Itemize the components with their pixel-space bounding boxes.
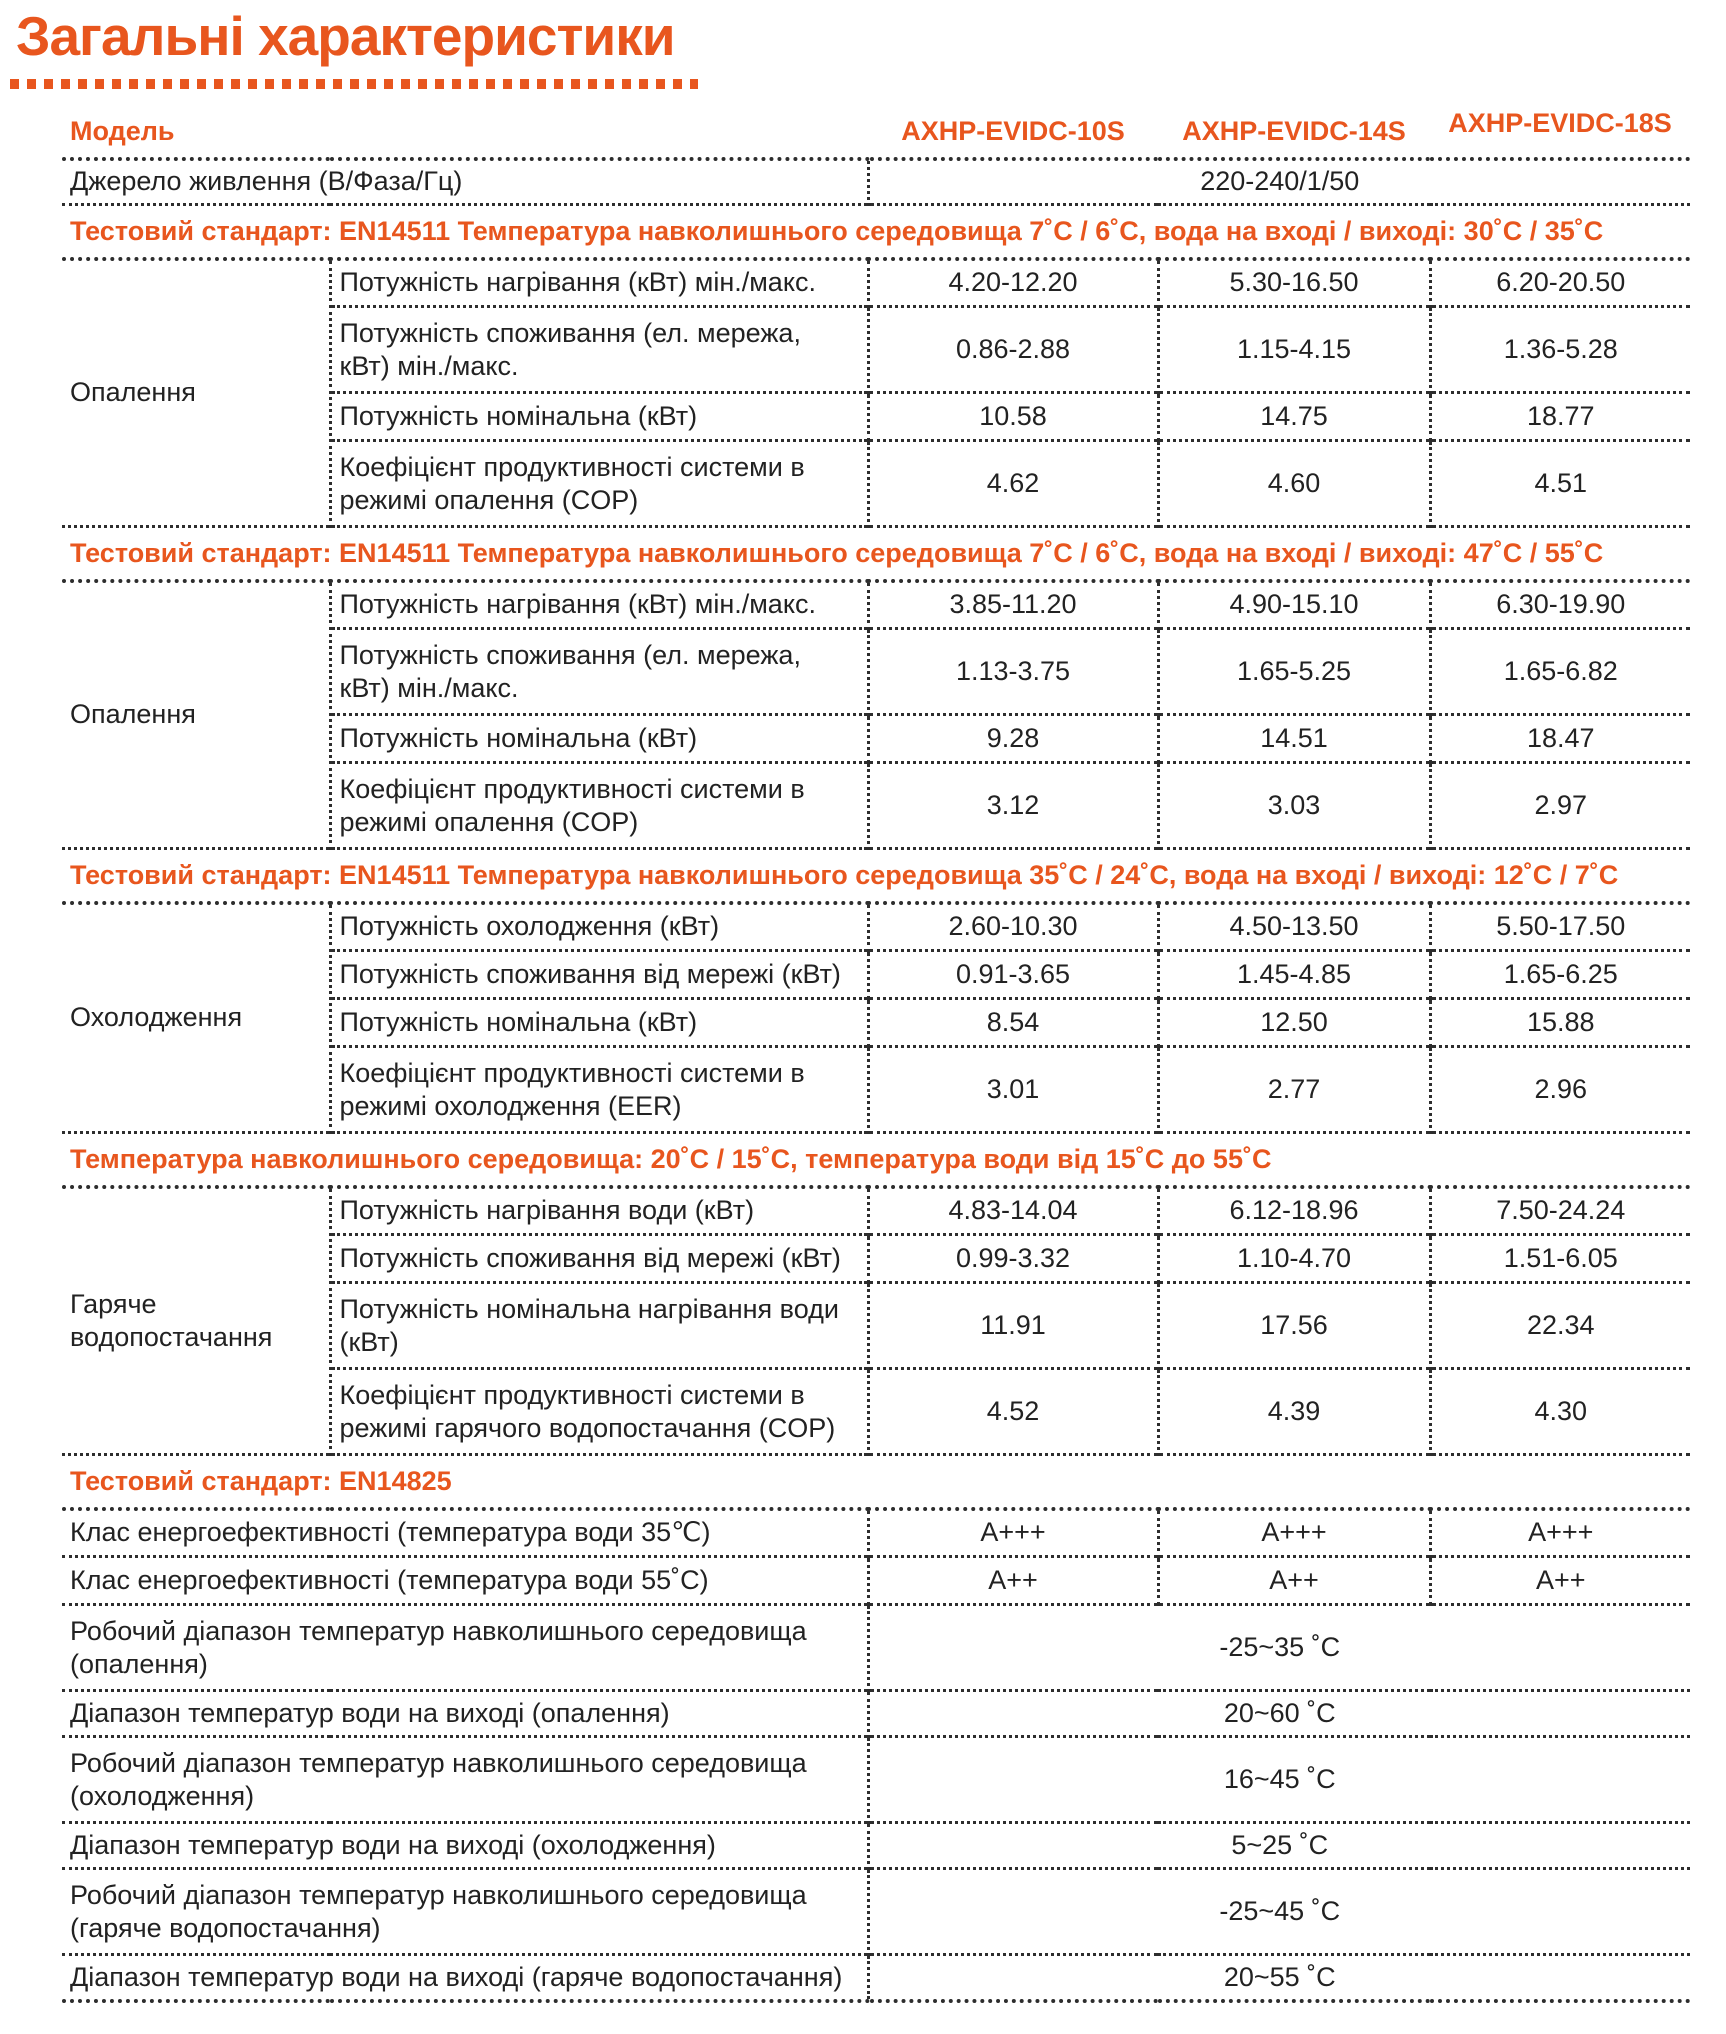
value-cell: 1.65-6.25 — [1430, 951, 1690, 999]
range-value: 20~60 ˚С — [868, 1691, 1690, 1737]
value-cell: 14.51 — [1158, 715, 1430, 763]
model-name-10s — [868, 107, 1158, 159]
category-cell: Опалення — [62, 259, 330, 527]
param-label: Коефіцієнт продуктивності системи в режимі опалення (COP) — [330, 441, 868, 527]
section-4-header: Температура навколишнього середовища: 20˚С / 15˚С, температура води від 15˚С до 55˚С — [62, 1133, 1690, 1187]
value-cell: 1.36-5.28 — [1430, 307, 1690, 393]
table-row — [62, 1187, 1690, 1235]
value-cell: 9.28 — [868, 715, 1158, 763]
energy-class-row — [62, 1557, 1690, 1605]
range-row — [62, 1823, 1690, 1869]
range-value: -25~45 ˚С — [868, 1869, 1690, 1955]
value-cell: 1.51-6.05 — [1430, 1235, 1690, 1283]
page-title: Загальні характеристики — [16, 5, 675, 67]
table-row — [62, 259, 1690, 307]
value-cell: 1.45-4.85 — [1158, 951, 1430, 999]
value-cell: 3.01 — [868, 1047, 1158, 1133]
section-3-header-row — [62, 849, 1690, 903]
energy-class-label: Клас енергоефективності (температура води 55˚С) — [62, 1557, 868, 1605]
param-label: Потужність номінальна нагрівання води (кВт) — [330, 1283, 868, 1369]
value-cell: 17.56 — [1158, 1283, 1430, 1369]
value-cell: 11.91 — [868, 1283, 1158, 1369]
value-cell: 3.85-11.20 — [868, 581, 1158, 629]
section-1-header-row — [62, 205, 1690, 259]
energy-class-value: A++ — [1158, 1557, 1430, 1605]
power-supply-value: 220-240/1/50 — [868, 159, 1690, 205]
param-label: Потужність охолодження (кВт) — [330, 903, 868, 951]
param-label: Потужність споживання від мережі (кВт) — [330, 1235, 868, 1283]
energy-class-value: A+++ — [868, 1509, 1158, 1557]
range-label: Робочий діапазон температур навколишнього середовища (гаряче водопостачання) — [62, 1869, 868, 1955]
param-label: Коефіцієнт продуктивності системи в режимі гарячого водопостачання (COP) — [330, 1369, 868, 1455]
table-row — [62, 903, 1690, 951]
en14825-header: Тестовий стандарт: EN14825 — [62, 1455, 1690, 1509]
model-name-14s — [1158, 107, 1430, 159]
value-cell: 12.50 — [1158, 999, 1430, 1047]
range-row — [62, 1605, 1690, 1691]
section-2-header: Тестовий стандарт: EN14511 Температура навколишнього середовища 7˚С / 6˚С, вода на вході / виході: 47˚С / 55˚С — [62, 527, 1690, 581]
value-cell: 1.65-5.25 — [1158, 629, 1430, 715]
range-label: Діапазон температур води на виході (охолодження) — [62, 1823, 868, 1869]
value-cell: 1.10-4.70 — [1158, 1235, 1430, 1283]
range-row — [62, 1955, 1690, 2001]
energy-class-row — [62, 1509, 1690, 1557]
range-label: Діапазон температур води на виході (гаряче водопостачання) — [62, 1955, 868, 2001]
value-cell: 4.20-12.20 — [868, 259, 1158, 307]
model-name-18s — [1430, 107, 1690, 159]
table-header-row — [62, 107, 1690, 159]
value-cell: 0.86-2.88 — [868, 307, 1158, 393]
table-row — [62, 581, 1690, 629]
param-label: Потужність споживання від мережі (кВт) — [330, 951, 868, 999]
energy-class-value: A+++ — [1430, 1509, 1690, 1557]
range-label: Робочий діапазон температур навколишнього середовища (охолодження) — [62, 1737, 868, 1823]
range-row — [62, 1869, 1690, 1955]
value-cell: 3.12 — [868, 763, 1158, 849]
param-label: Потужність номінальна (кВт) — [330, 393, 868, 441]
value-cell: 6.20-20.50 — [1430, 259, 1690, 307]
value-cell: 3.03 — [1158, 763, 1430, 849]
value-cell: 15.88 — [1430, 999, 1690, 1047]
range-row — [62, 1737, 1690, 1823]
param-label: Потужність нагрівання води (кВт) — [330, 1187, 868, 1235]
value-cell: 7.50-24.24 — [1430, 1187, 1690, 1235]
section-4-header-row — [62, 1133, 1690, 1187]
value-cell: 4.52 — [868, 1369, 1158, 1455]
value-cell: 5.30-16.50 — [1158, 259, 1430, 307]
param-label: Потужність споживання (ел. мережа, кВт) мін./макс. — [330, 307, 868, 393]
category-cell: Опалення — [62, 581, 330, 849]
value-cell: 1.13-3.75 — [868, 629, 1158, 715]
param-label: Потужність номінальна (кВт) — [330, 999, 868, 1047]
section-1-header: Тестовий стандарт: EN14511 Температура навколишнього середовища 7˚С / 6˚С, вода на вході / виході: 30˚С / 35˚С — [62, 205, 1690, 259]
value-cell: 14.75 — [1158, 393, 1430, 441]
section-3-header: Тестовий стандарт: EN14511 Температура навколишнього середовища 35˚С / 24˚С, вода на вході / виході: 12˚С / 7˚С — [62, 849, 1690, 903]
power-supply-label: Джерело живлення (В/Фаза/Гц) — [62, 159, 868, 205]
range-label: Діапазон температур води на виході (опалення) — [62, 1691, 868, 1737]
param-label: Потужність споживання (ел. мережа, кВт) мін./макс. — [330, 629, 868, 715]
value-cell: 4.39 — [1158, 1369, 1430, 1455]
value-cell: 4.30 — [1430, 1369, 1690, 1455]
model-name-10s-text: AXHP-EVIDC-10S — [901, 116, 1125, 147]
param-label: Потужність нагрівання (кВт) мін./макс. — [330, 259, 868, 307]
range-value: -25~35 ˚С — [868, 1605, 1690, 1691]
energy-class-value: A++ — [1430, 1557, 1690, 1605]
value-cell: 0.99-3.32 — [868, 1235, 1158, 1283]
value-cell: 18.47 — [1430, 715, 1690, 763]
value-cell: 22.34 — [1430, 1283, 1690, 1369]
title-underline — [10, 79, 698, 89]
value-cell: 2.97 — [1430, 763, 1690, 849]
value-cell: 4.50-13.50 — [1158, 903, 1430, 951]
range-value: 16~45 ˚С — [868, 1737, 1690, 1823]
section-2-header-row — [62, 527, 1690, 581]
model-column-header: Модель — [62, 107, 868, 159]
spec-table — [62, 107, 1690, 2003]
power-supply-row — [62, 159, 1690, 205]
param-label: Потужність нагрівання (кВт) мін./макс. — [330, 581, 868, 629]
energy-class-label: Клас енергоефективності (температура води 35℃) — [62, 1509, 868, 1557]
energy-class-value: A+++ — [1158, 1509, 1430, 1557]
energy-class-value: A++ — [868, 1557, 1158, 1605]
param-label: Потужність номінальна (кВт) — [330, 715, 868, 763]
value-cell: 4.83-14.04 — [868, 1187, 1158, 1235]
model-name-18s-text: AXHP-EVIDC-18S — [1448, 108, 1672, 139]
value-cell: 10.58 — [868, 393, 1158, 441]
value-cell: 18.77 — [1430, 393, 1690, 441]
value-cell: 4.60 — [1158, 441, 1430, 527]
range-value: 20~55 ˚С — [868, 1955, 1690, 2001]
value-cell: 6.30-19.90 — [1430, 581, 1690, 629]
value-cell: 2.60-10.30 — [868, 903, 1158, 951]
value-cell: 0.91-3.65 — [868, 951, 1158, 999]
param-label: Коефіцієнт продуктивності системи в режимі опалення (COP) — [330, 763, 868, 849]
value-cell: 2.96 — [1430, 1047, 1690, 1133]
param-label: Коефіцієнт продуктивності системи в режимі охолодження (EER) — [330, 1047, 868, 1133]
value-cell: 2.77 — [1158, 1047, 1430, 1133]
category-cell: Охолодження — [62, 903, 330, 1133]
model-name-14s-text: AXHP-EVIDC-14S — [1182, 116, 1406, 147]
range-label: Робочий діапазон температур навколишнього середовища (опалення) — [62, 1605, 868, 1691]
value-cell: 1.15-4.15 — [1158, 307, 1430, 393]
value-cell: 4.62 — [868, 441, 1158, 527]
value-cell: 5.50-17.50 — [1430, 903, 1690, 951]
en14825-header-row — [62, 1455, 1690, 1509]
value-cell: 8.54 — [868, 999, 1158, 1047]
category-cell: Гаряче водопостачання — [62, 1187, 330, 1455]
value-cell: 6.12-18.96 — [1158, 1187, 1430, 1235]
value-cell: 1.65-6.82 — [1430, 629, 1690, 715]
value-cell: 4.90-15.10 — [1158, 581, 1430, 629]
range-value: 5~25 ˚С — [868, 1823, 1690, 1869]
value-cell: 4.51 — [1430, 441, 1690, 527]
range-row — [62, 1691, 1690, 1737]
